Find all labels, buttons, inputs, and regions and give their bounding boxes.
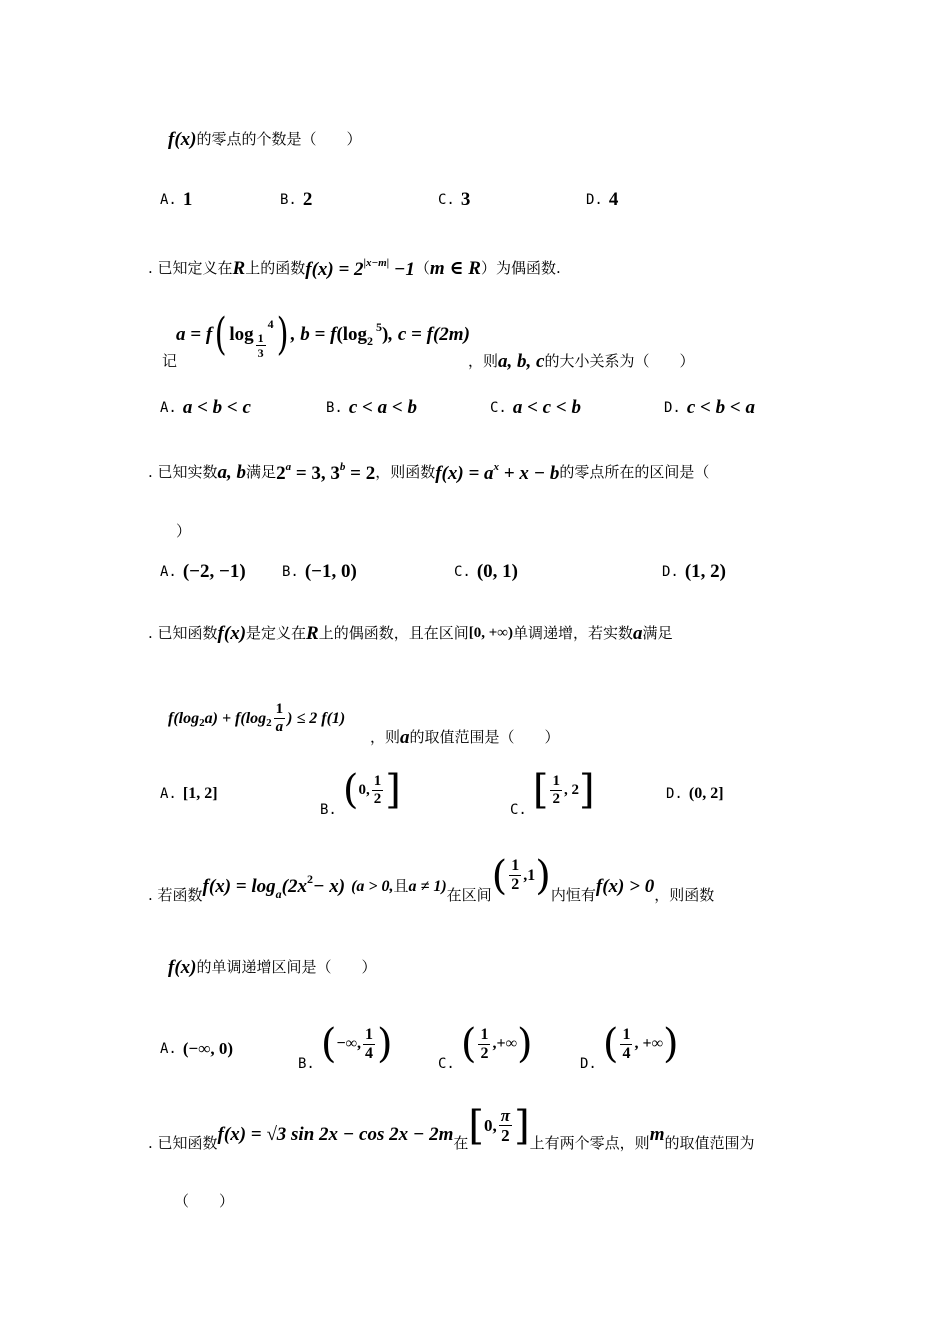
q5-text-4: ，则函数 — [654, 886, 715, 904]
fraction-denominator: 4 — [622, 1044, 631, 1062]
option-label: A. — [160, 563, 177, 580]
right-paren: ) — [535, 852, 551, 899]
q1-option-c[interactable] — [438, 190, 470, 209]
q5-sup-2: 2 — [306, 871, 313, 886]
option-fraction — [372, 774, 384, 807]
q1-text: 的零点的个数是（ ） — [196, 130, 362, 148]
q3-text-3: ，则函数 — [375, 463, 436, 481]
q1-option-a[interactable] — [160, 190, 192, 209]
option-value: (−∞, 0) — [182, 1039, 233, 1058]
q3-fx-sup: x — [493, 461, 500, 473]
q2-paren: ( — [336, 324, 343, 345]
q3-close — [176, 524, 191, 539]
q2-text-4: ，则 — [468, 352, 499, 370]
q5-sub-a: a — [275, 886, 282, 901]
q5-question — [168, 958, 377, 977]
q4-text-1: . 已知函数 — [148, 624, 218, 642]
q4-option-a[interactable] — [160, 786, 218, 802]
option-label: D. — [580, 1056, 597, 1072]
option-fraction — [363, 1027, 375, 1062]
q2-R: R — [232, 258, 246, 279]
q6-text-1: . 已知函数 — [148, 1134, 218, 1152]
q6-stem — [148, 1100, 754, 1151]
fraction-numerator: 1 — [480, 1025, 489, 1043]
fraction-numerator: 1 — [365, 1025, 373, 1043]
option-value: a < b < c — [182, 397, 251, 418]
q5-int-end: ,1 — [523, 866, 536, 884]
q2-option-c[interactable] — [490, 398, 581, 417]
q5-text-5: 的单调递增区间是（ ） — [196, 958, 377, 976]
right-paren: ) — [276, 308, 289, 360]
q2-def-b: , b = f — [290, 324, 337, 345]
q5-option-b[interactable] — [298, 1016, 393, 1072]
q3-sup-b: b — [339, 461, 346, 473]
q2-def-c: , c = f(2m) — [388, 324, 470, 345]
q5-text-3: 内恒有 — [550, 886, 596, 904]
q5-fpos: f(x) > 0 — [595, 876, 655, 897]
q6-fx: f(x) = √3 sin 2x − cos 2x − 2m — [217, 1124, 454, 1145]
option-value: 3 — [460, 189, 471, 210]
option-value: [1, 2] — [182, 785, 218, 802]
option-value: (0, 2] — [688, 785, 724, 802]
option-label: B. — [320, 802, 337, 818]
q5-fx: f(x) = log — [202, 876, 276, 897]
q5-fx2: (2x — [281, 876, 307, 897]
q2-minus1: −1 — [393, 259, 415, 280]
q1-fx: f(x) — [168, 129, 197, 150]
option-pre: −∞, — [336, 1035, 361, 1052]
q6-close — [174, 1194, 234, 1209]
q3-option-b[interactable] — [282, 562, 357, 581]
q2-sup-4: 4 — [267, 316, 274, 331]
q5-option-d[interactable] — [580, 1016, 679, 1072]
q3-option-a[interactable] — [160, 562, 246, 581]
fraction-denominator: 3 — [257, 346, 264, 360]
fraction-denominator: 2 — [511, 876, 520, 893]
q2-abc: a, b, c — [498, 351, 545, 372]
q4-a2: a — [400, 727, 410, 748]
q4-fraction — [274, 702, 286, 735]
q1-stem — [168, 130, 362, 149]
option-label: D. — [662, 563, 679, 580]
option-label: D. — [664, 399, 681, 416]
q6-text-4: 的取值范围为 — [664, 1134, 755, 1152]
option-label: B. — [282, 563, 299, 580]
q4-ineq-left: f(log — [168, 709, 200, 727]
q2-paren-open: （ — [414, 259, 430, 277]
q3-cond-base: 2 — [276, 463, 286, 484]
option-label: C. — [510, 802, 527, 818]
q2-condition: m ∈ R — [429, 258, 481, 279]
q4-fx: f(x) — [217, 623, 247, 644]
option-label: C. — [490, 399, 507, 416]
q5-fraction — [509, 858, 521, 893]
q2-option-b[interactable] — [326, 398, 417, 417]
q2-option-d[interactable] — [664, 398, 755, 417]
q3-function — [435, 462, 559, 483]
q2-sub-2: 2 — [367, 333, 374, 348]
option-fraction — [478, 1027, 490, 1062]
fraction-numerator: 1 — [257, 331, 264, 345]
q2-fx: f(x) = 2 — [305, 259, 364, 280]
q5-text-2: 在区间 — [446, 886, 492, 904]
q3-text-2: 满足 — [246, 463, 277, 481]
right-bracket: ] — [385, 767, 401, 813]
q3-fx: f(x) = a — [435, 463, 494, 484]
q5-text-1: . 若函数 — [148, 886, 203, 904]
q3-close-paren: ） — [176, 522, 192, 540]
q1-option-b[interactable] — [280, 190, 312, 209]
option-post: , +∞ — [634, 1035, 663, 1052]
q3-condition — [276, 462, 375, 483]
option-fraction — [550, 774, 562, 807]
q6-text-3: 上有两个零点，则 — [529, 1134, 650, 1152]
q3-fx-end: + x − b — [499, 463, 560, 484]
q2-log-base — [256, 332, 266, 359]
left-paren: ( — [320, 1021, 337, 1067]
fraction-numerator: 1 — [373, 772, 382, 789]
q2-definition — [162, 306, 177, 369]
option-fraction — [620, 1027, 632, 1062]
q6-fraction — [499, 1107, 512, 1144]
q2-abc-definition — [176, 310, 470, 359]
q2-stem — [148, 258, 561, 279]
option-value: (−2, −1) — [182, 561, 246, 582]
fraction-denominator: 2 — [480, 1044, 489, 1062]
option-post: , 2 — [563, 781, 579, 798]
q5-option-c[interactable] — [438, 1016, 533, 1072]
q5-option-a[interactable] — [160, 1040, 233, 1057]
q2-option-a[interactable] — [160, 398, 251, 417]
option-label: A. — [160, 786, 177, 802]
option-label: C. — [438, 191, 455, 208]
q6-int-pre: 0, — [484, 1116, 497, 1135]
left-bracket: [ — [532, 767, 549, 813]
q6-m: m — [649, 1124, 665, 1145]
option-value: c < b < a — [686, 397, 755, 418]
q2-function — [305, 258, 415, 279]
q2-log2: log — [342, 324, 368, 345]
q2-text-5: 的大小关系为（ ） — [544, 352, 695, 370]
q4-text-4: 单调递增，若实数 — [512, 624, 633, 642]
q5-qie: 且 — [393, 877, 409, 895]
option-label: B. — [326, 399, 343, 416]
option-value: 2 — [302, 189, 313, 210]
q3-text-1: . 已知实数 — [148, 463, 218, 481]
fraction-denominator: 2 — [373, 790, 382, 807]
q4-sub-2b: 2 — [266, 717, 272, 729]
option-value: 1 — [182, 189, 193, 210]
q5-fx3: − x) — [312, 876, 346, 897]
q3-ab: a, b — [217, 462, 247, 483]
q2-question — [468, 352, 694, 371]
fraction-denominator: 4 — [365, 1044, 373, 1062]
q3-cond-end: = 2 — [345, 463, 376, 484]
right-bracket: ] — [578, 767, 595, 813]
q4-ineq-right: ) ≤ 2 f(1) — [287, 709, 346, 727]
option-label: A. — [160, 399, 177, 416]
q2-text-2: 上的函数 — [245, 259, 306, 277]
q5-cond: (a > 0, — [351, 877, 394, 895]
fraction-numerator: 1 — [511, 857, 520, 874]
q4-question — [370, 728, 560, 747]
option-value: a < c < b — [512, 397, 581, 418]
q4-option-b[interactable] — [320, 762, 401, 818]
option-value: (−1, 0) — [304, 561, 357, 582]
right-bracket: ] — [514, 1102, 530, 1149]
q1-option-d[interactable] — [586, 190, 618, 209]
left-paren: ( — [491, 852, 508, 899]
q4-R: R — [306, 623, 319, 644]
q4-option-d[interactable] — [666, 786, 724, 802]
left-paren: ( — [602, 1021, 619, 1067]
q2-paren-close: ) — [382, 324, 389, 345]
q2-ji: 记 — [162, 352, 178, 370]
q3-stem — [148, 462, 709, 483]
q6-text-2: 在 — [453, 1134, 469, 1152]
option-value: c < a < b — [348, 397, 417, 418]
option-value: (1, 2) — [684, 561, 727, 582]
right-paren: ) — [663, 1021, 679, 1067]
q3-option-c[interactable] — [454, 562, 518, 581]
q4-text-2: 是定义在 — [246, 624, 307, 642]
fraction-numerator: 1 — [275, 701, 284, 717]
left-paren: ( — [214, 308, 227, 360]
fraction-numerator: 1 — [552, 772, 560, 789]
q2-sup-5: 5 — [376, 319, 383, 334]
q4-text-6: ，则 — [370, 728, 401, 746]
option-label: A. — [160, 191, 177, 208]
q5-fx-b: f(x) — [168, 957, 197, 978]
q3-sup-a: a — [285, 461, 292, 473]
fraction-denominator: a — [275, 719, 284, 735]
q4-option-c[interactable] — [510, 762, 595, 818]
q4-inequality — [168, 702, 345, 735]
option-value: (0, 1) — [476, 561, 519, 582]
option-label: D. — [586, 191, 603, 208]
q5-stem — [148, 848, 714, 903]
right-paren: ) — [517, 1021, 533, 1067]
q2-exponent: |x−m| — [363, 257, 390, 269]
q2-text-3: ）为偶函数. — [480, 259, 561, 277]
q5-cond2: a ≠ 1) — [408, 877, 447, 895]
q2-def-a: a = f — [176, 324, 213, 345]
q2-log: log — [229, 324, 254, 345]
left-bracket: [ — [468, 1102, 485, 1149]
q4-a: a — [633, 623, 643, 644]
fraction-denominator: 2 — [501, 1126, 510, 1145]
q6-close-paren: （ ） — [174, 1192, 235, 1210]
option-label: D. — [666, 786, 683, 802]
q3-option-d[interactable] — [662, 562, 726, 581]
left-paren: ( — [460, 1021, 477, 1067]
q4-text-7: 的取值范围是（ ） — [409, 728, 560, 746]
option-label: A. — [160, 1040, 177, 1057]
left-paren: ( — [342, 767, 359, 813]
q4-sub-2a: 2 — [199, 717, 205, 729]
q4-ineq-mid: a) + f(log — [204, 709, 267, 727]
option-label: C. — [438, 1056, 455, 1072]
right-paren: ) — [377, 1021, 393, 1067]
q4-interval: [0, +∞) — [468, 625, 513, 641]
q4-stem — [148, 624, 673, 643]
option-pre: 0, — [358, 781, 370, 798]
option-value: 4 — [608, 189, 619, 210]
option-label: C. — [454, 563, 471, 580]
q3-cond-mid: = 3, 3 — [291, 463, 340, 484]
fraction-denominator: 2 — [552, 790, 560, 807]
option-post: ,+∞ — [492, 1035, 517, 1052]
q2-text-1: . 已知定义在 — [148, 259, 233, 277]
q4-text-3: 上的偶函数，且在区间 — [318, 624, 469, 642]
q3-text-4: 的零点所在的区间是（ — [559, 463, 710, 481]
fraction-numerator: π — [500, 1106, 511, 1125]
q4-text-5: 满足 — [642, 624, 673, 642]
fraction-numerator: 1 — [622, 1025, 631, 1043]
option-label: B. — [280, 191, 297, 208]
option-label: B. — [298, 1056, 315, 1072]
